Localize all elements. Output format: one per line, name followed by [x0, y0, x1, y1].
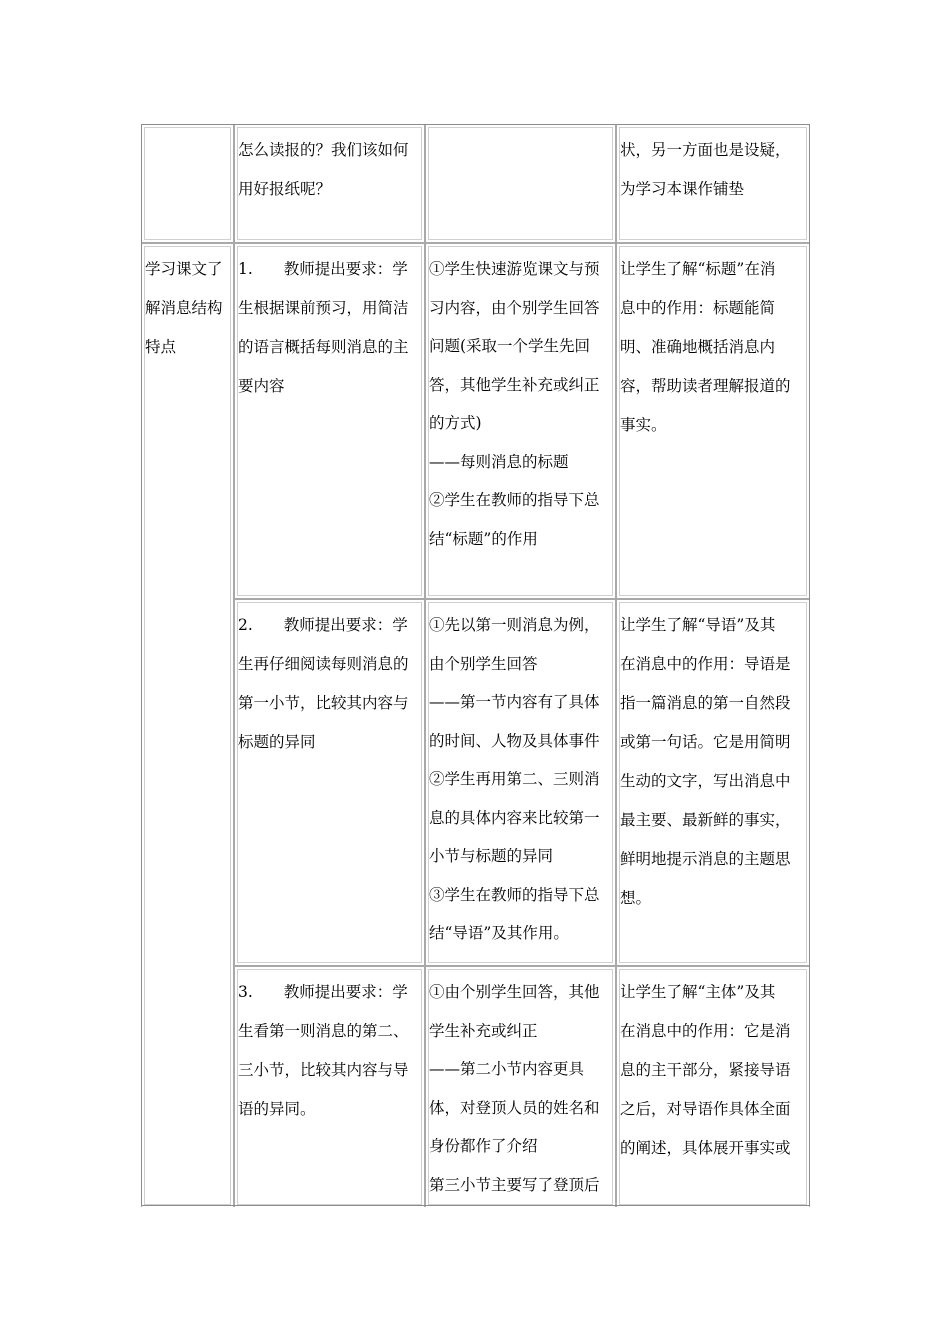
r2-c4-line: 让学生了解“导语”及其: [620, 616, 776, 634]
r2-c4-cell: [616, 599, 810, 966]
r0-c4-line: 为学习本课作铺垫: [620, 180, 745, 198]
r1-c2-cell: [234, 243, 425, 599]
r1-c4-line: 息中的作用：标题能简: [620, 299, 776, 317]
section-title-line: 学习课文了: [145, 260, 223, 278]
r3-c2-line: 三小节，比较其内容与导: [238, 1061, 409, 1079]
r3-c4-line: 之后，对导语作具体全面: [620, 1100, 791, 1118]
r0-c4-line: 状，另一方面也是设疑，: [620, 141, 791, 159]
r3-c3-line: 体，对登顶人员的姓名和: [429, 1098, 600, 1117]
lesson-plan-table: [141, 124, 810, 1207]
r1-c4-line: 事实。: [620, 416, 667, 434]
r1-c4-line: 让学生了解“标题”在消: [620, 260, 776, 278]
r3-c2-line: 生看第一则消息的第二、: [238, 1022, 409, 1040]
r1-c2-line: 1. 教师提出要求：学: [238, 260, 408, 278]
r0-c4-cell: [616, 124, 810, 243]
r0-c3-cell: [425, 124, 616, 243]
r2-c2-line: 标题的异同: [238, 733, 316, 751]
r2-c3-line: 小节与标题的异同: [429, 847, 554, 865]
r1-c3-line: ①学生快速游览课文与预: [429, 260, 600, 278]
r1-c3-line: 习内容，由个别学生回答: [429, 298, 600, 317]
r2-c4-line: 或第一句话。它是用简明: [620, 733, 791, 751]
r1-c3-cell: [425, 243, 616, 599]
r2-c4-line: 想。: [620, 889, 652, 907]
r1-c3-line: 的方式): [429, 414, 482, 432]
r1-c2-line: 生根据课前预习，用简洁: [238, 299, 409, 317]
r2-c4-line: 鲜明地提示消息的主题思: [620, 850, 791, 868]
section-title-line: 特点: [145, 338, 177, 356]
section-title-cell: [141, 243, 234, 1207]
r3-c4-line: 让学生了解“主体”及其: [620, 983, 776, 1001]
section-title-line: 解消息结构: [145, 299, 223, 317]
r2-c3-line: 的时间、人物及具体事件: [429, 731, 600, 750]
r0-c2-line: 怎么读报的？我们该如何: [238, 141, 409, 159]
r3-c4-line: 息的主干部分，紧接导语: [620, 1061, 791, 1079]
r2-c3-line: 结“导语”及其作用。: [429, 924, 569, 942]
r1-c3-line: ②学生在教师的指导下总: [429, 491, 600, 509]
r1-c2-line: 的语言概括每则消息的主: [238, 338, 409, 356]
r3-c3-line: 第三小节主要写了登顶后: [429, 1175, 600, 1194]
r2-c3-line: ③学生在教师的指导下总: [429, 885, 600, 904]
r2-c4-line: 最主要、最新鲜的事实，: [620, 811, 791, 829]
r0-c2-line: 用好报纸呢？: [238, 180, 332, 198]
r0-c2-cell: [234, 124, 425, 243]
r2-c3-cell: [425, 599, 616, 966]
r1-c4-line: 容，帮助读者理解报道的: [620, 377, 791, 395]
r3-c3-line: 学生补充或纠正: [429, 1021, 538, 1040]
r0-c1-cell: [141, 124, 234, 243]
r2-c2-cell: [234, 599, 425, 966]
r1-c3-line: ——每则消息的标题: [429, 452, 569, 471]
r3-c4-line: 在消息中的作用：它是消: [620, 1022, 791, 1040]
r1-c2-line: 要内容: [238, 377, 285, 395]
r2-c4-line: 生动的文字，写出消息中: [620, 772, 791, 790]
r2-c3-line: 息的具体内容来比较第一: [429, 808, 600, 827]
r3-c2-line: 语的异同。: [238, 1100, 316, 1118]
r1-c3-line: 结“标题”的作用: [429, 529, 538, 548]
r2-c3-line: ——第一节内容有了具体: [429, 693, 600, 711]
r3-c3-line: ①由个别学生回答，其他: [429, 983, 600, 1001]
r2-c3-line: ①先以第一则消息为例，: [429, 616, 600, 634]
r2-c4-line: 指一篇消息的第一自然段: [620, 694, 791, 712]
r2-c2-line: 第一小节，比较其内容与: [238, 694, 409, 712]
r1-c3-line: 问题(采取一个学生先回: [429, 337, 591, 355]
r3-c2-cell: [234, 966, 425, 1207]
r2-c2-line: 生再仔细阅读每则消息的: [238, 655, 409, 673]
r1-c4-cell: [616, 243, 810, 599]
r3-c3-cell: [425, 966, 616, 1207]
r1-c3-line: 答，其他学生补充或纠正: [429, 375, 600, 394]
r1-c4-line: 明、准确地概括消息内: [620, 338, 776, 356]
r3-c3-line: 身份都作了介绍: [429, 1137, 538, 1155]
r2-c3-line: ②学生再用第二、三则消: [429, 770, 600, 788]
r3-c4-line: 的阐述，具体展开事实或: [620, 1139, 791, 1157]
r3-c4-cell: [616, 966, 810, 1207]
r3-c2-line: 3. 教师提出要求：学: [238, 983, 408, 1001]
r3-c3-line: ——第二小节内容更具: [429, 1060, 585, 1078]
r2-c4-line: 在消息中的作用：导语是: [620, 655, 791, 673]
r2-c2-line: 2. 教师提出要求：学: [238, 616, 408, 634]
r2-c3-line: 由个别学生回答: [429, 654, 538, 673]
